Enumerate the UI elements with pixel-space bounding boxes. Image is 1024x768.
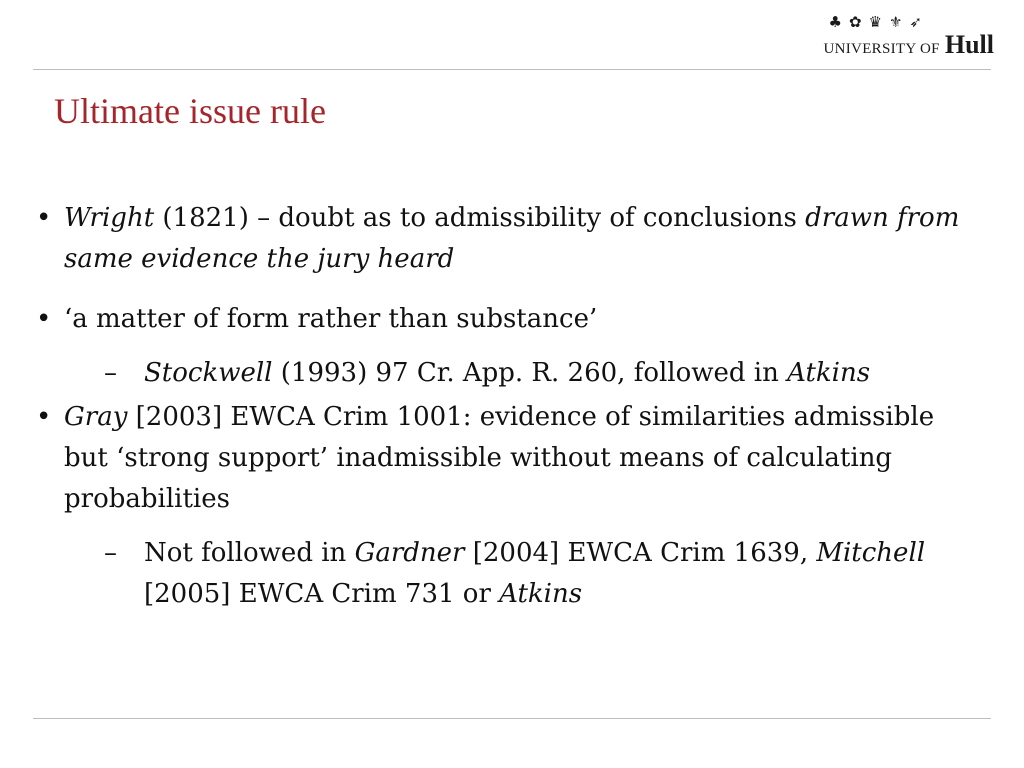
- bullet-marker: •: [36, 402, 52, 432]
- bullet-item-wright: [36, 198, 986, 280]
- sub-item-text: (1993) 97 Cr. App. R. 260, followed in: [272, 358, 788, 388]
- crown-icon: ♛: [868, 13, 882, 31]
- sub-item-text: Not followed in: [144, 538, 355, 568]
- crest-icons: [794, 14, 994, 31]
- footer-divider: [33, 718, 991, 719]
- tree-icon: ♣: [828, 13, 842, 31]
- bullet-text: ‘a matter of form rather than substance’: [64, 304, 598, 334]
- sub-item-stockwell: [104, 353, 986, 394]
- slide-title: Ultimate issue rule: [54, 91, 326, 131]
- case-name-atkins: Atkins: [787, 358, 871, 388]
- bullet-text: (1821) – doubt as to admissibility of conclusions: [154, 203, 806, 233]
- slide-body: [36, 198, 986, 615]
- dash-marker: –: [104, 538, 117, 568]
- bullet-marker: •: [36, 203, 52, 233]
- bullet-text: [2003] EWCA Crim 1001: evidence of similarities admissible but ‘strong support’ inadmissible without means of calculating probabilities: [64, 402, 935, 514]
- case-name-gray: Gray: [64, 402, 128, 432]
- sub-item-text-3: [2005] EWCA Crim 731 or: [144, 538, 942, 609]
- header-divider: [33, 69, 991, 70]
- university-logo: [794, 14, 994, 58]
- case-name-atkins: Atkins: [499, 579, 583, 609]
- bullet-item-gray: [36, 397, 986, 520]
- case-name-mitchell: Mitchell: [816, 538, 926, 568]
- dash-marker: –: [104, 358, 117, 388]
- fleur-de-lis-icon: ⚜: [888, 13, 903, 31]
- bullet-italic-text: drawn from same evidence the jury heard: [64, 203, 960, 274]
- wordmark-hull: Hull: [944, 30, 994, 59]
- case-name-wright: Wright: [64, 203, 155, 233]
- case-name-gardner: Gardner: [354, 538, 465, 568]
- case-name-stockwell: Stockwell: [144, 358, 273, 388]
- sub-item-not-followed: [104, 533, 986, 615]
- bird-icon: ➶: [909, 13, 922, 31]
- bullet-marker: •: [36, 304, 52, 334]
- wordmark-university-of: UNIVERSITY OF: [823, 41, 940, 57]
- sub-item-text-2: [2004] EWCA Crim 1639,: [464, 538, 817, 568]
- bullet-item-form-substance: [36, 299, 986, 340]
- rose-icon: ✿: [848, 13, 862, 31]
- university-wordmark: [794, 30, 994, 61]
